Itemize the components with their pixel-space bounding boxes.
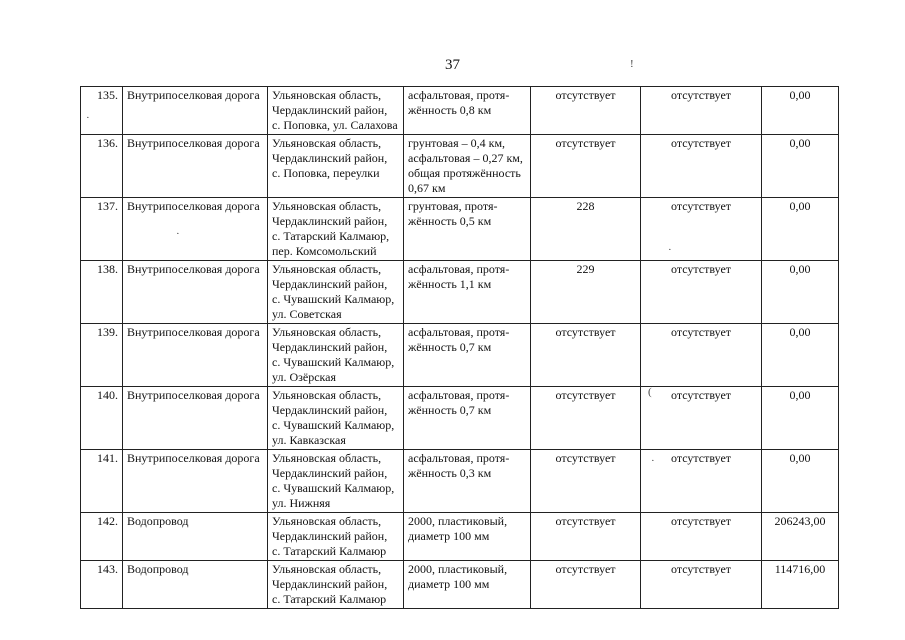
- description-cell-line: асфальтовая – 0,27 км,: [408, 151, 523, 165]
- row-number-cell: 141.: [81, 450, 123, 513]
- description-cell: [404, 261, 531, 324]
- scan-mark: ·: [176, 228, 180, 240]
- registration-cell: отсутствует: [641, 561, 762, 609]
- address-cell: [268, 198, 404, 261]
- value-cell: 0,00: [762, 387, 839, 450]
- table-row: [81, 87, 839, 135]
- registration-cell: отсутствует: [641, 513, 762, 561]
- address-cell-line: ул. Озёрская: [272, 370, 337, 384]
- description-cell-line: жённость 0,7 км: [408, 403, 492, 417]
- description-cell-line: 2000, пластиковый,: [408, 562, 508, 576]
- address-cell: [268, 450, 404, 513]
- cadastral-number-cell: 229: [531, 261, 641, 324]
- description-cell: [404, 135, 531, 198]
- object-name-cell: Внутрипоселковая дорога: [123, 450, 268, 513]
- cadastral-number-cell: отсутствует: [531, 324, 641, 387]
- value-cell: 0,00: [762, 450, 839, 513]
- table-body: [81, 87, 839, 609]
- description-cell-line: общая протяжённость: [408, 166, 521, 180]
- registration-cell: отсутствует: [641, 135, 762, 198]
- address-cell: [268, 513, 404, 561]
- description-cell-line: жённость 1,1 км: [408, 277, 492, 291]
- address-cell: [268, 324, 404, 387]
- registration-cell: отсутствует: [641, 387, 762, 450]
- description-cell-line: асфальтовая, протя-: [408, 88, 510, 102]
- address-cell: [268, 261, 404, 324]
- address-cell-line: Чердаклинский район,: [272, 151, 388, 165]
- address-cell-line: Чердаклинский район,: [272, 277, 388, 291]
- address-cell-line: Ульяновская область,: [272, 514, 382, 528]
- description-cell: [404, 561, 531, 609]
- address-cell-line: с. Поповка, переулки: [272, 166, 380, 180]
- row-number-cell: 140.: [81, 387, 123, 450]
- object-name-cell: Водопровод: [123, 513, 268, 561]
- page-number: 37: [445, 57, 460, 73]
- value-cell: 0,00: [762, 198, 839, 261]
- registration-cell: отсутствует: [641, 450, 762, 513]
- description-cell-line: грунтовая, протя-: [408, 199, 498, 213]
- value-cell: 114716,00: [762, 561, 839, 609]
- address-cell-line: с. Татарский Калмаюр,: [272, 229, 390, 243]
- address-cell: [268, 561, 404, 609]
- cadastral-number-cell: отсутствует: [531, 87, 641, 135]
- object-name-cell: Внутрипоселковая дорога: [123, 135, 268, 198]
- table-row: [81, 513, 839, 561]
- address-cell-line: с. Чувашский Калмаюр,: [272, 418, 395, 432]
- description-cell-line: асфальтовая, протя-: [408, 388, 510, 402]
- scan-mark: !: [630, 58, 634, 70]
- address-cell-line: с. Поповка, ул. Салахова: [272, 118, 398, 132]
- value-cell: 0,00: [762, 87, 839, 135]
- row-number-cell: 139.: [81, 324, 123, 387]
- address-cell-line: Ульяновская область,: [272, 562, 382, 576]
- row-number-cell: 138.: [81, 261, 123, 324]
- description-cell-line: жённость 0,5 км: [408, 214, 492, 228]
- table-row: [81, 135, 839, 198]
- row-number-cell: 136.: [81, 135, 123, 198]
- address-cell-line: Чердаклинский район,: [272, 103, 388, 117]
- scan-mark: ·: [668, 244, 672, 256]
- address-cell-line: с. Татарский Калмаюр: [272, 592, 387, 606]
- address-cell-line: Чердаклинский район,: [272, 403, 388, 417]
- description-cell: [404, 198, 531, 261]
- address-cell-line: с. Чувашский Калмаюр,: [272, 481, 395, 495]
- address-cell: [268, 387, 404, 450]
- object-name-cell: Водопровод: [123, 561, 268, 609]
- address-cell-line: Чердаклинский район,: [272, 466, 388, 480]
- registration-cell: отсутствует: [641, 324, 762, 387]
- cadastral-number-cell: 228: [531, 198, 641, 261]
- object-name-cell: Внутрипоселковая дорога: [123, 87, 268, 135]
- scan-mark: ·: [651, 455, 655, 467]
- registration-cell: отсутствует: [641, 87, 762, 135]
- object-name-cell: Внутрипоселковая дорога: [123, 324, 268, 387]
- description-cell-line: жённость 0,7 км: [408, 340, 492, 354]
- cadastral-number-cell: отсутствует: [531, 561, 641, 609]
- address-cell-line: с. Чувашский Калмаюр,: [272, 355, 395, 369]
- description-cell-line: асфальтовая, протя-: [408, 325, 510, 339]
- description-cell: [404, 450, 531, 513]
- address-cell-line: Ульяновская область,: [272, 262, 382, 276]
- cadastral-number-cell: отсутствует: [531, 513, 641, 561]
- cadastral-number-cell: отсутствует: [531, 135, 641, 198]
- value-cell: 0,00: [762, 135, 839, 198]
- description-cell: [404, 387, 531, 450]
- object-name-cell: Внутрипоселковая дорога: [123, 387, 268, 450]
- table-row: [81, 261, 839, 324]
- address-cell-line: Чердаклинский район,: [272, 340, 388, 354]
- value-cell: 0,00: [762, 324, 839, 387]
- object-name-cell: Внутрипоселковая дорога: [123, 261, 268, 324]
- value-cell: 206243,00: [762, 513, 839, 561]
- address-cell-line: Чердаклинский район,: [272, 577, 388, 591]
- row-number-cell: 137.: [81, 198, 123, 261]
- description-cell: [404, 513, 531, 561]
- description-cell-line: жённость 0,3 км: [408, 466, 492, 480]
- table-row: [81, 387, 839, 450]
- property-registry-table: [80, 86, 839, 609]
- description-cell: [404, 324, 531, 387]
- row-number-cell: 142.: [81, 513, 123, 561]
- description-cell: [404, 87, 531, 135]
- table-row: [81, 198, 839, 261]
- description-cell-line: 2000, пластиковый,: [408, 514, 508, 528]
- address-cell-line: с. Татарский Калмаюр: [272, 544, 387, 558]
- value-cell: 0,00: [762, 261, 839, 324]
- address-cell: [268, 135, 404, 198]
- address-cell-line: пер. Комсомольский: [272, 244, 377, 258]
- address-cell: [268, 87, 404, 135]
- table-row: [81, 561, 839, 609]
- address-cell-line: ул. Советская: [272, 307, 342, 321]
- address-cell-line: Ульяновская область,: [272, 388, 382, 402]
- description-cell-line: грунтовая – 0,4 км,: [408, 136, 506, 150]
- address-cell-line: ул. Нижняя: [272, 496, 331, 510]
- cadastral-number-cell: отсутствует: [531, 387, 641, 450]
- description-cell-line: диаметр 100 мм: [408, 529, 490, 543]
- table-row: [81, 324, 839, 387]
- address-cell-line: Чердаклинский район,: [272, 214, 388, 228]
- row-number-cell: 143.: [81, 561, 123, 609]
- address-cell-line: Ульяновская область,: [272, 136, 382, 150]
- description-cell-line: 0,67 км: [408, 181, 446, 195]
- table-row: [81, 450, 839, 513]
- scan-mark: (: [648, 386, 652, 398]
- address-cell-line: Чердаклинский район,: [272, 529, 388, 543]
- description-cell-line: асфальтовая, протя-: [408, 262, 510, 276]
- description-cell-line: диаметр 100 мм: [408, 577, 490, 591]
- address-cell-line: Ульяновская область,: [272, 325, 382, 339]
- description-cell-line: асфальтовая, протя-: [408, 451, 510, 465]
- address-cell-line: с. Чувашский Калмаюр,: [272, 292, 395, 306]
- registration-cell: отсутствует: [641, 198, 762, 261]
- address-cell-line: Ульяновская область,: [272, 88, 382, 102]
- registration-cell: отсутствует: [641, 261, 762, 324]
- address-cell-line: Ульяновская область,: [272, 199, 382, 213]
- cadastral-number-cell: отсутствует: [531, 450, 641, 513]
- scan-mark: ·: [86, 112, 90, 124]
- description-cell-line: жённость 0,8 км: [408, 103, 492, 117]
- address-cell-line: ул. Кавказская: [272, 433, 346, 447]
- row-number-cell: 135.: [81, 87, 123, 135]
- object-name-cell: Внутрипоселковая дорога: [123, 198, 268, 261]
- address-cell-line: Ульяновская область,: [272, 451, 382, 465]
